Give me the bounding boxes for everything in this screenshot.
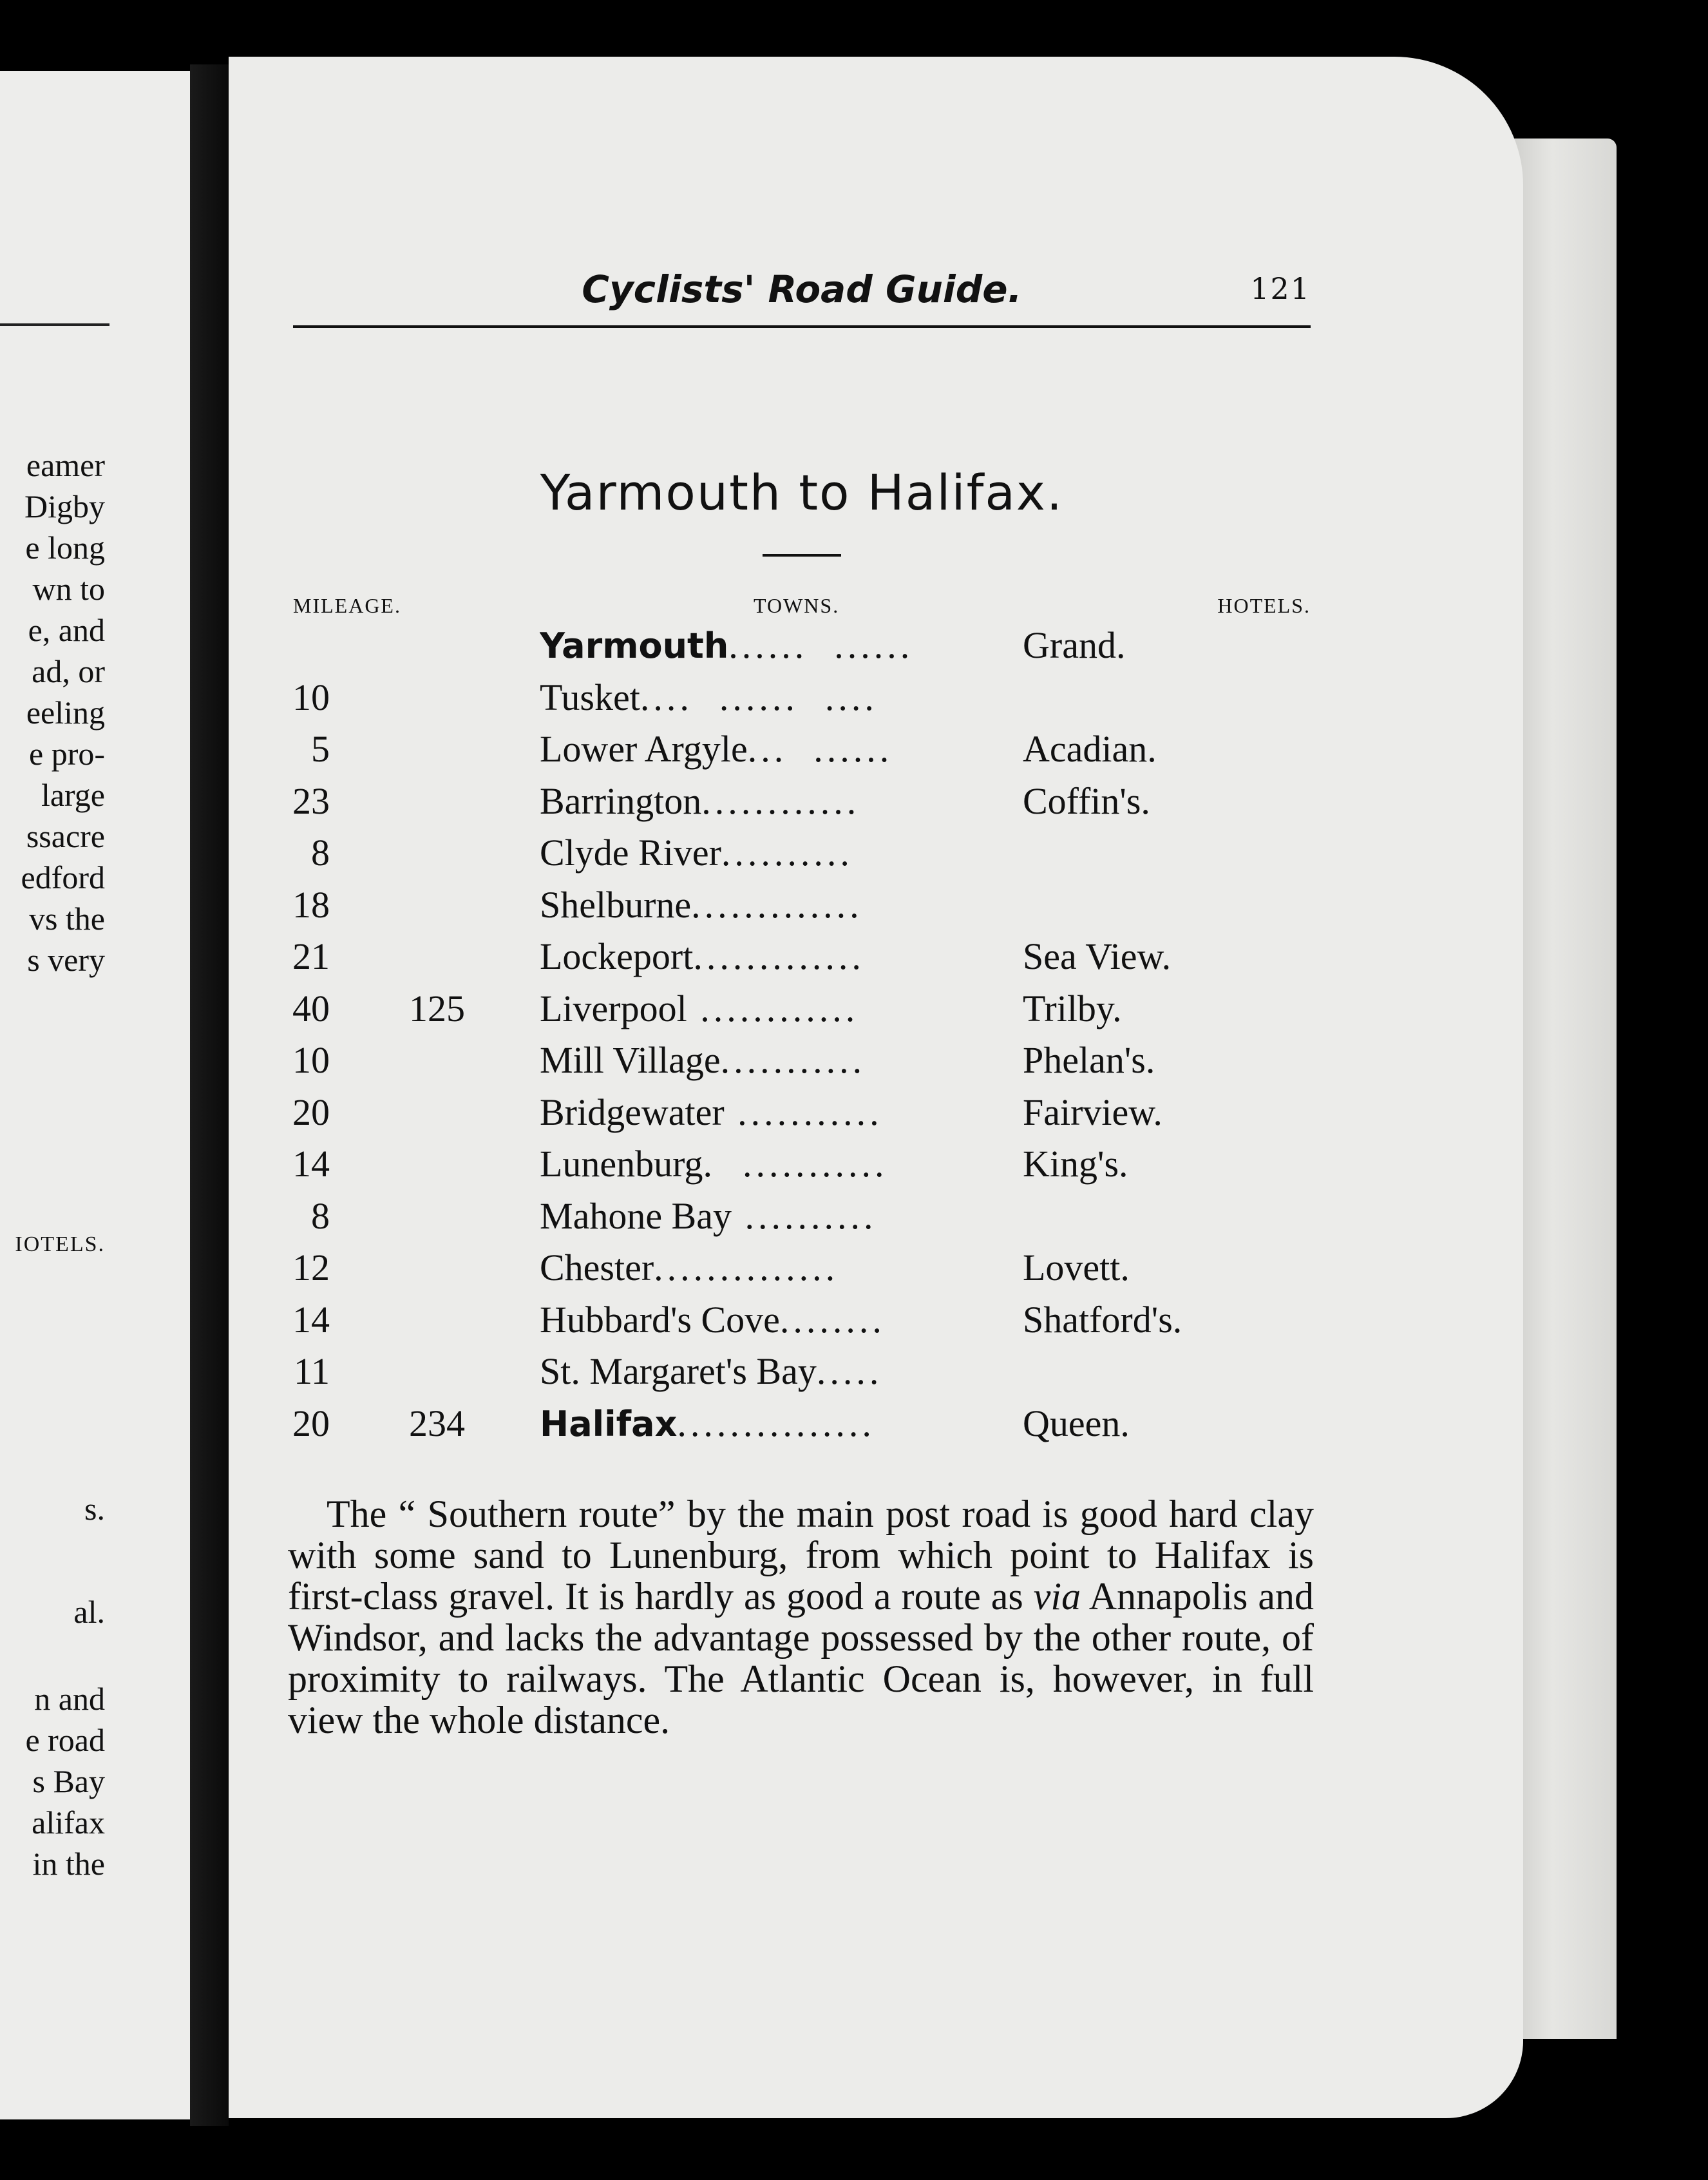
table-row <box>290 1346 1320 1398</box>
mileage-cell: 5 <box>311 728 330 770</box>
left-page-fragment-a-line: Digby <box>24 488 105 524</box>
dot-leader: ........... <box>724 1091 883 1133</box>
running-head <box>293 267 1311 319</box>
town-cell <box>540 1246 1055 1289</box>
dot-leader: ... ...... <box>747 728 893 770</box>
dot-leader: ............ <box>687 987 859 1029</box>
town-cell <box>540 883 1055 926</box>
mileage-cell: 18 <box>292 883 330 926</box>
left-page-fragment-e-line: e road <box>25 1722 105 1758</box>
town-name: Barrington <box>540 779 702 822</box>
town-cell <box>540 1298 1055 1341</box>
town-cell <box>540 1038 1055 1082</box>
mileage-cell: 20 <box>292 1402 330 1444</box>
hotel-cell: King's. <box>1023 1143 1128 1185</box>
mileage-cell: 14 <box>292 1298 330 1341</box>
dot-leader: ............. <box>693 935 865 977</box>
table-row <box>290 1294 1320 1346</box>
left-page-fragment-e-line: s Bay <box>32 1763 105 1799</box>
town-cell <box>540 676 1055 719</box>
route-title: Yarmouth to Halifax. <box>540 464 1064 521</box>
table-row <box>290 931 1320 983</box>
mileage-cell: 10 <box>292 676 330 718</box>
dot-leader: ............ <box>701 779 860 822</box>
town-cell <box>540 1402 1055 1445</box>
town-cell <box>540 935 1055 978</box>
hotel-cell: Coffin's. <box>1023 779 1150 822</box>
town-name: Clyde River <box>540 832 721 874</box>
left-page-fragment-a-line: eeling <box>26 694 105 731</box>
running-title: Cyclists' Road Guide. <box>582 267 1022 311</box>
town-cell <box>540 831 1055 874</box>
left-page-fragment-e-line: alifax <box>32 1804 105 1841</box>
hotel-cell: Grand. <box>1023 624 1126 666</box>
left-page-fragment-a-line: large <box>41 777 105 813</box>
left-page-fragment-a-line: ssacre <box>26 818 105 854</box>
town-cell <box>540 1350 1055 1393</box>
dot-leader: ............... <box>677 1402 875 1444</box>
mileage-cell: 12 <box>292 1247 330 1288</box>
left-page-fragment-a-line: e pro- <box>29 736 105 772</box>
town-cell <box>540 987 1055 1030</box>
town-name: Liverpool <box>540 987 687 1029</box>
left-page-fragment-a-line: wn to <box>32 571 105 607</box>
table-row <box>290 1398 1320 1450</box>
table-row <box>290 1242 1320 1294</box>
left-page-fragment-d: al. <box>73 1594 105 1630</box>
town-name: Lockeport <box>540 935 694 977</box>
dot-leader: ............. <box>691 883 863 926</box>
town-name: Yarmouth <box>540 626 729 666</box>
left-page-rule <box>0 323 109 326</box>
page-number: 121 <box>1250 271 1311 306</box>
left-page-fragment-e-line: n and <box>34 1681 105 1717</box>
dot-leader: . ........... <box>703 1143 888 1185</box>
left-page-fragment-a <box>21 445 106 980</box>
route-table <box>290 620 1320 1449</box>
table-row <box>290 1035 1320 1087</box>
mileage-cell: 20 <box>292 1091 330 1133</box>
hotel-cell: Lovett. <box>1023 1247 1130 1288</box>
town-name: Tusket <box>540 676 640 718</box>
hotel-cell: Queen. <box>1023 1402 1130 1444</box>
dot-leader: .......... <box>732 1194 877 1237</box>
town-name: Shelburne <box>540 883 692 926</box>
left-page-fragment-a-line: ad, or <box>32 653 105 689</box>
left-page-fragment-a-line: eamer <box>26 447 105 483</box>
towns-column-header: TOWNS. <box>754 594 840 617</box>
town-cell <box>540 1194 1055 1238</box>
left-page-fragment-a-line: s very <box>27 942 105 978</box>
header-rule <box>293 325 1311 328</box>
town-name: Mill Village <box>540 1039 721 1081</box>
mileage-cell: 40 <box>292 987 330 1029</box>
hotel-cell: Fairview. <box>1023 1091 1162 1133</box>
town-cell <box>540 1142 1055 1185</box>
left-page-fragment-a-line: e, and <box>28 612 105 648</box>
town-name: St. Margaret's Bay <box>540 1350 817 1392</box>
hotel-cell: Phelan's. <box>1023 1039 1155 1081</box>
table-row <box>290 879 1320 932</box>
dot-leader: ..... <box>816 1350 883 1392</box>
town-name: Bridgewater <box>540 1091 725 1133</box>
dot-leader: ...... ...... <box>728 624 914 666</box>
table-row <box>290 620 1320 672</box>
dot-leader: .............. <box>654 1247 839 1288</box>
table-row <box>290 776 1320 828</box>
notes-via: via <box>1033 1575 1081 1618</box>
table-row <box>290 1087 1320 1139</box>
mileage-cell: 8 <box>311 1194 330 1237</box>
left-page-fragment-c: s. <box>84 1491 105 1527</box>
hotels-column-header: HOTELS. <box>1217 594 1311 617</box>
hotel-cell: Shatford's. <box>1023 1298 1182 1341</box>
dot-leader: ........... <box>720 1039 866 1081</box>
mileage-cell: 8 <box>311 832 330 874</box>
notes-text-start: The “ Southern route” by the main post road is good hard clay with some sand to Lunenburg, from which point to Halifax is first-class gravel. It is hardly as good a route as <box>288 1493 1314 1618</box>
notes-text-end: Annapolis and Windsor, and lacks the advantage possessed by the other route, of proximity to railways. The Atlantic Ocean is, however, in full view the whole distance. <box>288 1575 1314 1741</box>
mileage-cell: 10 <box>292 1039 330 1081</box>
town-cell <box>540 1091 1055 1134</box>
left-page-fragment-a-line: e long <box>25 530 105 566</box>
town-name: Lunenburg <box>540 1143 703 1185</box>
dot-leader: .... ...... .... <box>640 676 878 718</box>
hotel-cell: Acadian. <box>1023 728 1157 770</box>
cumulative-mileage-cell: 125 <box>409 987 465 1029</box>
town-name: Lower Argyle <box>540 728 748 770</box>
table-row <box>290 672 1320 724</box>
route-notes <box>288 1493 1314 1741</box>
town-cell <box>540 779 1055 823</box>
mileage-cell: 14 <box>292 1143 330 1185</box>
mileage-cell: 11 <box>294 1350 330 1392</box>
table-row <box>290 723 1320 776</box>
table-row <box>290 827 1320 879</box>
left-page-fragment-e-line: in the <box>32 1846 105 1882</box>
town-cell <box>540 727 1055 770</box>
town-name: Mahone Bay <box>540 1194 732 1237</box>
mileage-cell: 23 <box>292 779 330 822</box>
table-row <box>290 1138 1320 1190</box>
mileage-column-header: MILEAGE. <box>293 594 401 617</box>
left-page <box>0 71 190 2119</box>
left-page-fragment-b: IOTELS. <box>15 1232 105 1256</box>
left-page-fragment-a-line: edford <box>21 859 105 895</box>
hotel-cell: Trilby. <box>1023 987 1122 1029</box>
title-dash <box>763 554 841 557</box>
town-name: Halifax <box>540 1403 678 1444</box>
town-name: Chester <box>540 1247 654 1288</box>
mileage-cell: 21 <box>292 935 330 977</box>
cumulative-mileage-cell: 234 <box>409 1402 465 1444</box>
town-name: Hubbard's Cove <box>540 1298 780 1341</box>
hotel-cell: Sea View. <box>1023 935 1172 977</box>
table-row <box>290 1190 1320 1243</box>
book-gutter <box>190 64 229 2126</box>
dot-leader: .......... <box>721 832 853 874</box>
left-page-fragment-e <box>25 1678 105 1884</box>
town-cell <box>540 624 1055 667</box>
left-page-fragment-a-line: vs the <box>28 901 105 937</box>
table-row <box>290 983 1320 1035</box>
page-edges <box>1510 139 1617 2039</box>
dot-leader: ........ <box>779 1298 886 1341</box>
